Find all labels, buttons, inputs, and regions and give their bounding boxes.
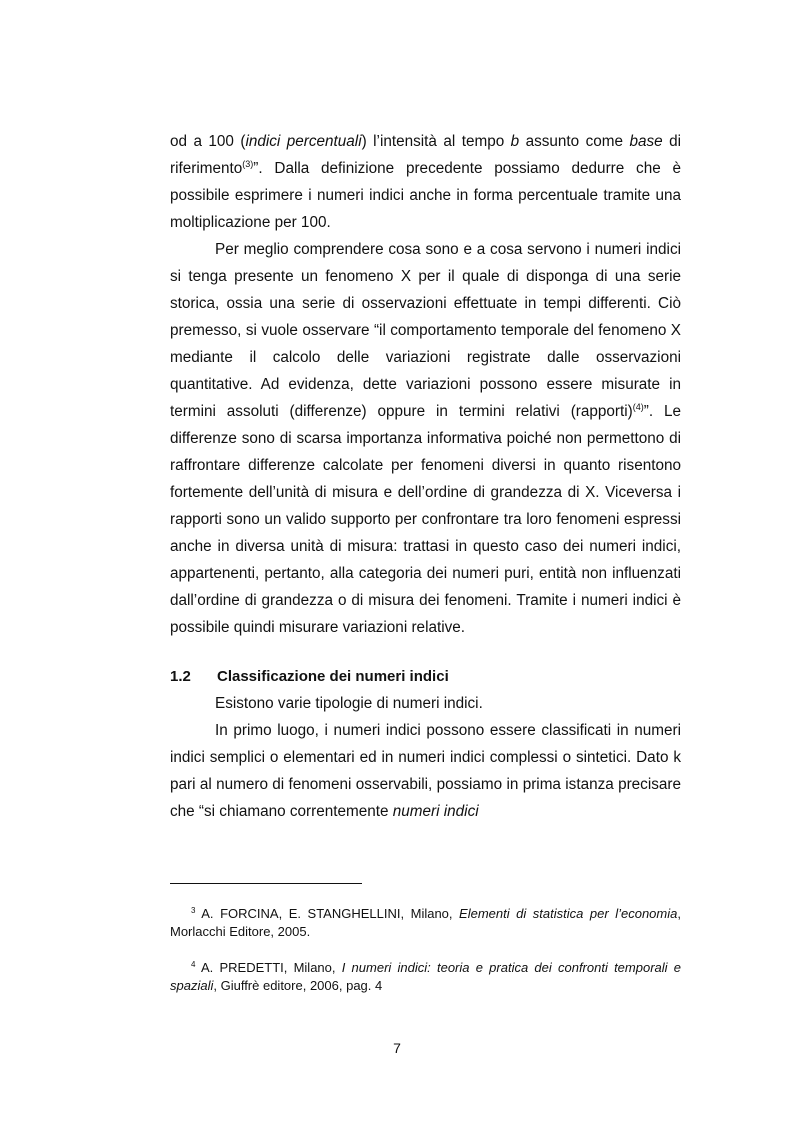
paragraph-4 bbox=[170, 717, 681, 825]
paragraph-1 bbox=[170, 128, 681, 236]
footnote-authors: A. FORCINA, E. STANGHELLINI, Milano, bbox=[195, 906, 460, 921]
paragraph-3: Esistono varie tipologie di numeri indici. bbox=[215, 695, 483, 712]
footnotes bbox=[170, 905, 681, 1013]
text-run: Per meglio comprendere cosa sono e a cosa servono i numeri indici si tenga presente un fenomeno X per il quale di disponga di una serie storica, ossia una serie di osservazioni effettuate in tempi differenti. Ciò premesso, si vuole osservare “il comportamento temporale del fenomeno X mediante il calcolo delle variazioni registrate dalle osservazioni quantitative. Ad evidenza, dette variazioni possono essere misurate in termini assoluti (differenze) oppure in termini relativi (rapporti) bbox=[170, 241, 681, 420]
section-heading bbox=[170, 663, 681, 690]
footnote-3 bbox=[170, 905, 681, 940]
section-number: 1.2 bbox=[170, 668, 191, 685]
footnote-title: I numeri indici: teoria e pratica dei confronti temporali e spaziali bbox=[170, 960, 681, 993]
footnote-separator bbox=[170, 883, 362, 884]
page-body bbox=[170, 128, 681, 825]
footnote-4 bbox=[170, 959, 681, 994]
italic-term: indici percentuali bbox=[245, 133, 362, 150]
text-run: assunto come bbox=[519, 133, 630, 150]
footnote-ref-3: (3) bbox=[242, 159, 254, 169]
text-run: ”. Le differenze sono di scarsa importanza informativa poiché non permettono di raffrontare differenze calcolate per fenomeni diversi in quanto risentono fortemente dell’unità di misura e dell’ordine di grandezza di X. Viceversa i rapporti sono un valido supporto per confrontare tra loro fenomeni espressi anche in diversa unità di misura: trattasi in questo caso dei numeri indici, appartenenti, pertanto, alla categoria dei numeri puri, entità non influenzati dall’ordine di grandezza o di misura dei fenomeni. Tramite i numeri indici è possibile quindi misurare variazioni relative. bbox=[170, 403, 682, 636]
footnote-publisher: , Giuffrè editore, 2006, pag. 4 bbox=[213, 977, 383, 993]
footnote-mark: 4 bbox=[191, 960, 196, 969]
footnote-title: Elementi di statistica per l’economia bbox=[459, 906, 678, 921]
section-title: Classificazione dei numeri indici bbox=[217, 668, 449, 685]
text-run: di riferimento bbox=[170, 133, 682, 177]
paragraph-2 bbox=[170, 236, 681, 641]
text-run: ) l’intensità al tempo bbox=[361, 133, 511, 150]
italic-term: numeri indici bbox=[392, 803, 479, 820]
footnote-mark: 3 bbox=[191, 906, 196, 915]
footnote-publisher: , Morlacchi Editore, 2005. bbox=[170, 906, 681, 939]
text-run: ”. Dalla definizione precedente possiamo dedurre che è possibile esprimere i numeri indici anche in forma percentuale tramite una moltiplicazione per 100. bbox=[170, 160, 681, 231]
italic-term: base bbox=[629, 133, 663, 150]
footnote-ref-4: (4) bbox=[632, 402, 644, 412]
page-number: 7 bbox=[393, 1040, 401, 1056]
footnote-authors: A. PREDETTI, Milano, bbox=[195, 960, 342, 975]
text-run: In primo luogo, i numeri indici possono essere classificati in numeri indici semplici o elementari ed in numeri indici complessi o sintetici. Dato k pari al numero di fenomeni osservabili, possiamo in prima istanza precisare che “si chiamano correntemente bbox=[170, 722, 681, 820]
text-run: od a 100 ( bbox=[170, 133, 246, 150]
italic-term: b bbox=[510, 133, 520, 150]
